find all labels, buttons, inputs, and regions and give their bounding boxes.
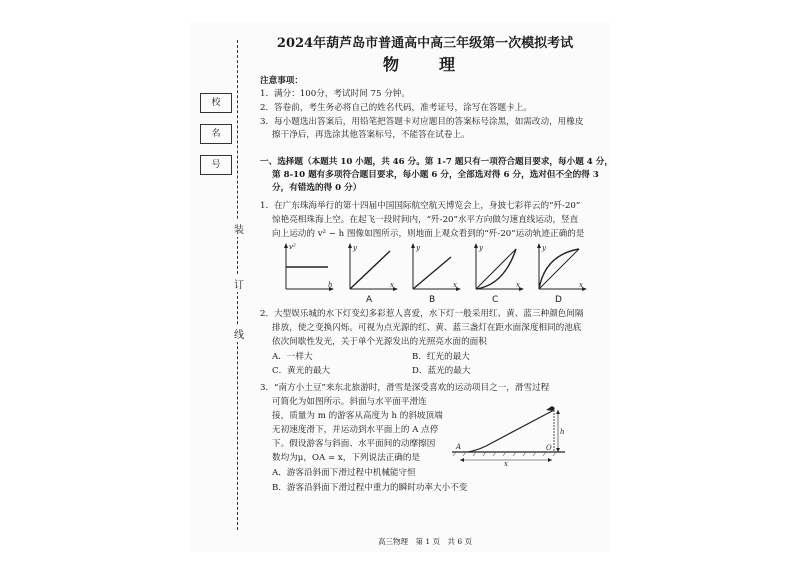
note-item-3: 3．每小题选出答案后，用铅笔把答题卡对应题目的答案标号涂黑，如需改动，用橡皮 bbox=[260, 117, 584, 127]
q1-option-a-label: A bbox=[366, 295, 373, 305]
binding-char-zhuang: 装 bbox=[234, 220, 244, 237]
q1-option-b-graph[interactable] bbox=[405, 241, 463, 293]
q1-given-x-label: h bbox=[328, 281, 333, 289]
q1-option-c-graph[interactable] bbox=[468, 241, 526, 293]
q3-line-5: 下。假设游客与斜面、水平面间的动摩擦因 bbox=[272, 439, 436, 449]
q2-line-2: 排放，使之变换闪烁。可视为点光源的红、黄、蓝三盏灯在距水面深度相同的池底 bbox=[272, 323, 582, 333]
q2-choice-c[interactable]: C．黄光的最大 bbox=[272, 366, 331, 376]
q3-slope-figure bbox=[450, 400, 570, 466]
binding-char-ding: 订 bbox=[234, 275, 244, 292]
q2-choice-a[interactable]: A．一样大 bbox=[272, 352, 313, 362]
q3-height-label: h bbox=[560, 428, 565, 436]
name-box: 名 bbox=[200, 124, 232, 144]
q2-line-1: 2．大型娱乐城的水下灯变幻多彩惹人喜爱，水下灯一般采用红、黄、蓝三种颜色间隔 bbox=[260, 309, 584, 319]
q3-choice-a[interactable]: A．游客沿斜面下滑过程中机械能守恒 bbox=[272, 468, 416, 478]
page-footer: 高三物理 第 1 页 共 6 页 bbox=[377, 537, 473, 546]
q3-line-1: 3．“南方小土豆”来东北旅游时，滑雪是深受喜欢的运动项目之一，滑雪过程 bbox=[260, 383, 550, 393]
q3-line-2: 可简化为如图所示。斜面与水平面平滑连 bbox=[272, 397, 427, 407]
q1-c-y-label: y bbox=[479, 244, 483, 252]
section1-heading-3: 分，有错选的得 0 分） bbox=[272, 183, 362, 193]
exam-title: 2024年葫芦岛市普通高中高三年级第一次模拟考试 bbox=[276, 36, 574, 51]
q1-a-x-label: x bbox=[390, 281, 394, 289]
q3-line-4: 无初速度滑下，并运动到水平面上的 A 点停 bbox=[272, 425, 439, 435]
section1-heading-2: 第 8-10 题有多项符合题目要求，每小题 6 分，全部选对得 6 分，选对但不全的得 3 bbox=[272, 170, 599, 180]
q1-option-c-label: C bbox=[492, 295, 499, 305]
q1-option-d-graph[interactable] bbox=[531, 241, 589, 293]
q3-distance-label: x bbox=[504, 460, 508, 466]
q1-b-y-label: y bbox=[416, 244, 420, 252]
note-item-3-cont: 擦干净后，再选涂其他答案标号，不能答在试卷上。 bbox=[272, 130, 470, 140]
q1-line-2: 惊艳亮相珠海上空。在起飞一段时间内，“歼-20”水平方向做匀速直线运动，竖直 bbox=[272, 215, 579, 225]
subject-title: 物 理 bbox=[382, 55, 467, 74]
q2-choice-b[interactable]: B．红光的最大 bbox=[412, 352, 470, 362]
number-box: 号 bbox=[200, 155, 232, 175]
q1-given-graph bbox=[278, 241, 336, 293]
q3-line-6: 数均为μ，OA = x，下列说法正确的是 bbox=[272, 453, 421, 463]
q1-option-d-label: D bbox=[555, 295, 562, 305]
q1-d-x-label: x bbox=[579, 281, 583, 289]
binding-char-xian: 线 bbox=[234, 325, 244, 342]
q1-line-1: 1．在广东珠海举行的第十四届中国国际航空航天博览会上，身披七彩祥云的“歼-20” bbox=[260, 201, 581, 211]
q3-point-a-label: A bbox=[456, 443, 462, 451]
school-box: 校 bbox=[200, 93, 232, 113]
q1-b-x-label: x bbox=[453, 281, 457, 289]
note-item-1: 1．满分：100分，考试时间 75 分钟。 bbox=[260, 89, 410, 99]
q1-option-a-graph[interactable] bbox=[342, 241, 400, 293]
q1-option-b-label: B bbox=[429, 295, 436, 305]
q3-line-3: 接，质量为 m 的游客从高度为 h 的斜坡顶端 bbox=[272, 411, 443, 421]
q3-choice-b[interactable]: B．游客沿斜面下滑过程中重力的瞬时功率大小不变 bbox=[272, 483, 468, 493]
notes-heading: 注意事项： bbox=[260, 76, 303, 86]
q2-line-3: 依次间歇性发光，关于单个光源发出的光照亮水面的面积 bbox=[272, 337, 487, 347]
q3-point-o-label: O bbox=[546, 444, 552, 452]
q1-a-y-label: y bbox=[353, 244, 357, 252]
q1-line-3: 向上运动的 v² − h 图像如图所示，则地面上观众看到的“歼-20”运动轨迹正确的是 bbox=[272, 229, 585, 239]
note-item-2: 2．答卷前，考生务必将自己的姓名代码，准考证号，涂写在答题卡上。 bbox=[260, 103, 532, 113]
q1-c-x-label: x bbox=[516, 281, 520, 289]
q2-choice-d[interactable]: D．蓝光的最大 bbox=[412, 366, 471, 376]
q1-given-y-label: v² bbox=[289, 243, 296, 251]
q1-d-y-label: y bbox=[542, 244, 546, 252]
section1-heading-1: 一、选择题（本题共 10 小题，共 46 分。第 1-7 题只有一项符合题目要求，每小题 4 分， bbox=[260, 157, 613, 167]
